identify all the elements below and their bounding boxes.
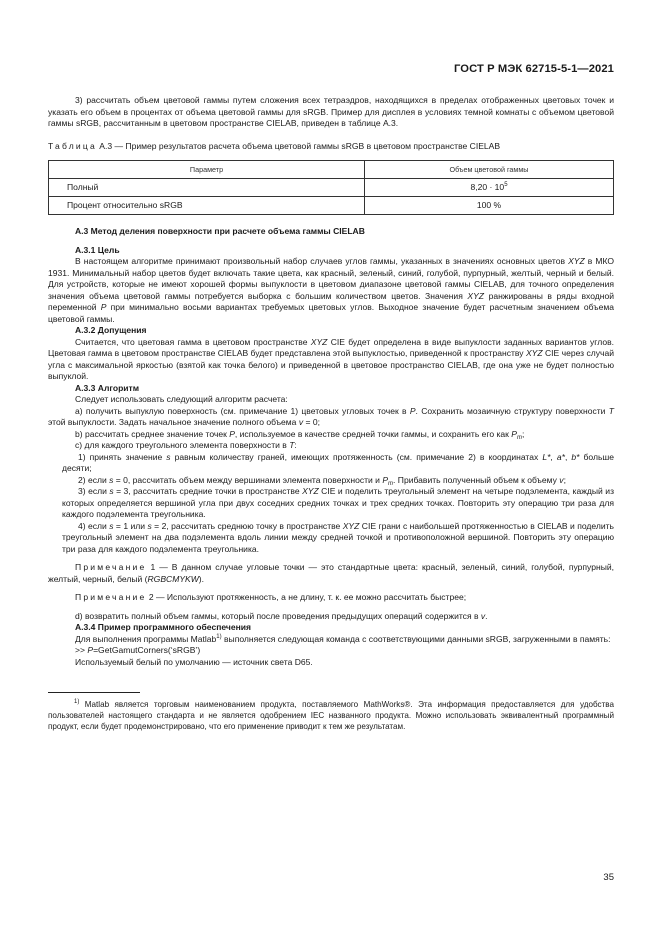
section-a32-title: А.3.2 Допущения: [75, 325, 147, 335]
intro-item-3: 3) рассчитать объем цветовой гаммы путем сложения всех тетраэдров, находящихся в пределах отображенных цветовых точек и указать его объем в процентах от объема цветовой гаммы для sRGB. Пример для дисплея в условиях темной комнаты с объемом цветовой гаммы sRGB, рассчитанным в цветовом пространстве CIELAB, приведен в таблице А.3.: [48, 95, 614, 128]
table-header-volume: Объем цветовой гаммы: [365, 161, 614, 179]
table-cell-param: Полный: [49, 179, 365, 197]
table-cell-value: [365, 179, 614, 197]
note-2: Примечание 2 — Используют протяженность, а не длину, т. к. ее можно рассчитать быстрее;: [75, 592, 467, 602]
table-cell-param: Процент относительно sRGB: [49, 197, 365, 215]
table-header-parameter: Параметр: [49, 161, 365, 179]
section-a32-paragraph: Считается, что цветовая гамма в цветовом пространстве XYZ CIE будет определена в виде выпуклости заданных вариантов углов. Цветовая гамма в цветовом пространстве CIELAB будет представлена этой выпуклостью, приведенной к пространству XYZ CIE через случай угла с максимальной яркостью (взятой как точка белого) и приведенной в цветовое пространство CIELAB, где она уже не будет полностью выпуклой.: [48, 336, 614, 381]
default-white-note: Используемый белый по умолчанию — источник света D65.: [75, 656, 313, 667]
algorithm-step-d: d) возвратить полный объем гаммы, который после проведения предыдущих операций содержится в v.: [75, 610, 488, 621]
matlab-command: >> P=GetGamutCorners(‘sRGB’): [75, 645, 201, 655]
algorithm-step-c3: 3) если s = 3, рассчитать средние точки в пространстве XYZ CIE и поделить треугольный элемент на четыре подэлемента, каждый из которых определяется вершиной угла при двух соседних средних точках и трех средних точках. Повторить эту операцию три раза для каждого подэлемента треугольника.: [62, 486, 614, 519]
table-caption-text: А.3 — Пример результатов расчета объема цветовой гаммы sRGB в цветовом пространстве CIELAB: [99, 140, 501, 151]
algorithm-step-c: c) для каждого треугольного элемента поверхности в T:: [75, 440, 297, 450]
algorithm-lead: Следует использовать следующий алгоритм расчета:: [75, 394, 288, 404]
footnote-separator: [48, 692, 140, 693]
algorithm-step-c1: 1) принять значение s равным количеству граней, имеющих протяженность (см. примечание 2) в координатах L*, a*, b* больше десяти;: [62, 451, 615, 473]
table-caption-prefix: Таблица: [48, 140, 97, 151]
note-1: Примечание 1 — В данном случае угловые точки — это стандартные цвета: красный, зеленый, синий, голубой, пурпурный, желтый, черный, белый (RGBCMYKW).: [48, 562, 614, 584]
algorithm-step-b: b) рассчитать среднее значение точек P, используемое в качестве средней точки гаммы, и сохранить его как $P_m$;: [75, 428, 525, 441]
table-row: [49, 197, 614, 215]
section-a31-paragraph: В настоящем алгоритме принимают произвольный набор случаев углов гаммы, указанных в значениях основных цветов XYZ в МКО 1931. Минимальный набор цветов будет включать такие цвета, как красный, зеленый, синий, голубой, пурпурный, желтый, черный и белый. Для устройств, которые не имеют хорошей формы выпуклости в цветовом диапазоне цветовой гаммы CIELAB, для точного определения значения объема цветовой гаммы потребуется выборка с большим количеством цветов. Значения XYZ ранжированы в ряды входной переменной P при минимально восьми вариантах требуемых цветовых углов. Выходное значение будет расчетным значением объема цветовой гаммы.: [48, 256, 614, 324]
section-a3-title: А.3 Метод деления поверхности при расчете объема гаммы CIELAB: [75, 226, 365, 236]
standard-designation: ГОСТ Р МЭК 62715-5-1—2021: [453, 63, 614, 75]
footnote: $^{1)}$ Matlab является торговым наименованием продукта, поставляемого MathWorks®. Эта информация предоставляется для удобства пользователей настоящего стандарта и не является одобрением IEC названного продукта. Можно использовать эквивалентный программный продукт, если будет продемонстрировано, что его применение приводит к тем же результатам.: [48, 699, 614, 731]
page-content: [48, 95, 614, 732]
algorithm-step-c2: 2) если s = 0, рассчитать объем между вершинами элемента поверхности и $P_m$. Прибавить полученный объем к объему v;: [78, 474, 566, 487]
table-header-row: [49, 161, 614, 179]
algorithm-step-c4: 4) если s = 1 или s = 2, рассчитать среднюю точку в пространстве XYZ CIE грани с наибольшей протяженностью в CIELAB и поделить треугольный элемент на два подэлемента вдоль линии между средней точкой и противоположной вершиной. Повторить эту операцию три раза для каждого подэлемента треугольника.: [62, 520, 615, 554]
value-mantissa: 8,20 · 10: [470, 181, 505, 192]
section-a34-title: А.3.4 Пример программного обеспечения: [75, 622, 252, 632]
table-cell-value: 100 %: [365, 197, 614, 215]
section-a33-title: А.3.3 Алгоритм: [75, 382, 140, 393]
page-number: 35: [603, 872, 614, 883]
gamut-volume-table: [48, 160, 614, 215]
table-row: [49, 179, 614, 197]
algorithm-step-a: а) получить выпуклую поверхность (см. примечание 1) цветовых угловых точек в P. Сохранить мозаичную структуру поверхности T этой выпуклости. Задать начальное значение полного объема v = 0;: [48, 405, 614, 427]
section-a31-title: А.3.1 Цель: [75, 244, 120, 255]
value-exponent: 5: [504, 181, 508, 188]
table-caption: [48, 141, 614, 153]
software-paragraph: Для выполнения программы Matlab$^{1)}$ выполняется следующая команда с соответствующими данными sRGB, загруженными в память:: [75, 633, 611, 644]
